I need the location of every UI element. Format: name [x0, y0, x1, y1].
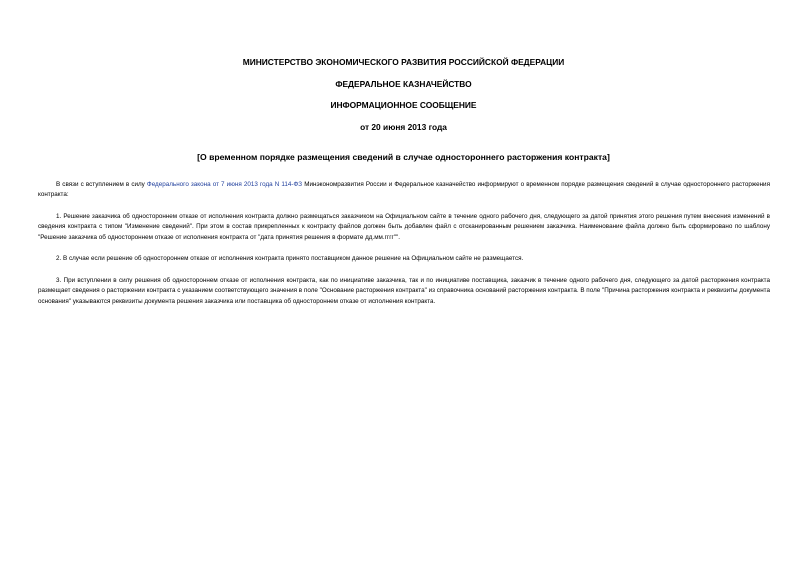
- paragraph-1: 1. Решение заказчика об одностороннем отказе от исполнения контракта должно размещаться заказчиком на Официальном сайте в течение одного рабочего дня, следующего за датой принятия этого решения путем внесения изменений в сведения контракта с типом "Изменение сведений". При этом в состав прикрепленных к контракту файлов должен быть добавлен файл с отсканированным решением заказчика. Наименование файла должно быть сформировано по шаблону "Решение заказчика об одностороннем отказе от исполнения контракта от "дата принятия решения в формате дд.мм.гггг"".: [38, 213, 770, 241]
- paragraph-3: 3. При вступлении в силу решения об одностороннем отказе от исполнения контракта, как по инициативе заказчика, так и по инициативе поставщика, заказчик в течение одного рабочего дня, следующего за датой расторжения контракта размещает сведения о расторжении контракта с указанием соответствующего значения в поле "Основание расторжения контракта" из справочника оснований расторжения контракта. В поле "Причина расторжения контракта и реквизиты документа основания" указываются реквизиты документа решения заказчика или поставщика об одностороннем отказе от исполнения контракта.: [38, 277, 770, 305]
- document-subject: [О временном порядке размещения сведений в случае одностороннего расторжения контракта]: [197, 152, 610, 162]
- federal-law-link[interactable]: Федерального закона от 7 июня 2013 года N 114-ФЗ: [146, 181, 303, 188]
- document-date: от 20 июня 2013 года: [360, 122, 447, 132]
- intro-paragraph: [38, 180, 770, 201]
- treasury-heading: ФЕДЕРАЛЬНОЕ КАЗНАЧЕЙСТВО: [335, 79, 472, 89]
- paragraph-2: 2. В случае если решение об одностороннем отказе от исполнения контракта принято поставщиком данное решение на Официальном сайте не размещается.: [56, 255, 524, 262]
- intro-text-after-link: Минэкономразвития России и Федеральное казначейство информируют о временном порядке размещения сведений в случае одностороннего расторжения контракта:: [38, 181, 770, 199]
- intro-text-before-link: В связи с вступлением в силу: [56, 181, 147, 188]
- ministry-heading: МИНИСТЕРСТВО ЭКОНОМИЧЕСКОГО РАЗВИТИЯ РОССИЙСКОЙ ФЕДЕРАЦИИ: [242, 57, 565, 67]
- document-type-heading: ИНФОРМАЦИОННОЕ СООБЩЕНИЕ: [330, 100, 477, 110]
